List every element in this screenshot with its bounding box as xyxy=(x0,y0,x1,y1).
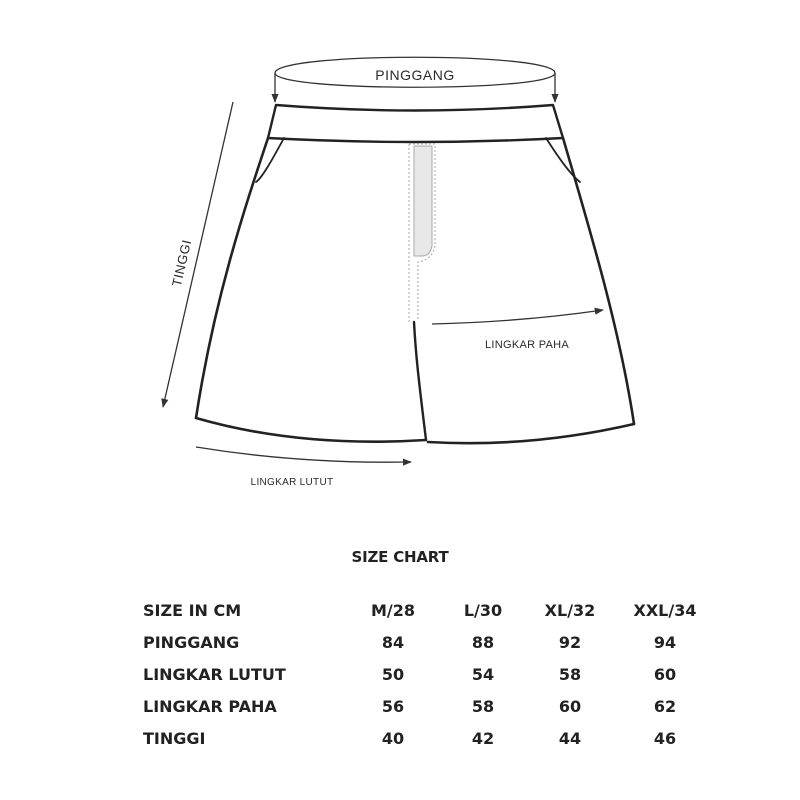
header-size-m: M/28 xyxy=(370,600,416,620)
table-cell: 40 xyxy=(381,728,405,748)
table-cell: 46 xyxy=(653,728,677,748)
size-chart-title: SIZE CHART xyxy=(351,548,449,566)
waist-label: PINGGANG xyxy=(375,67,455,83)
height-arrow xyxy=(163,102,233,407)
table-cell: 58 xyxy=(558,664,582,684)
row-label: PINGGANG xyxy=(143,632,240,652)
knee-arrow xyxy=(196,447,411,462)
table-cell: 92 xyxy=(558,632,582,652)
table-row xyxy=(143,626,715,658)
row-label: LINGKAR PAHA xyxy=(143,696,277,716)
table-row xyxy=(143,658,715,690)
size-chart-header-row xyxy=(143,594,715,626)
table-cell: 60 xyxy=(558,696,582,716)
table-row xyxy=(143,722,715,754)
table-cell: 58 xyxy=(471,696,495,716)
thigh-arrow xyxy=(432,310,603,324)
table-row xyxy=(143,690,715,722)
table-cell: 50 xyxy=(381,664,405,684)
knee-label: LINGKAR LUTUT xyxy=(250,477,334,488)
table-cell: 84 xyxy=(381,632,405,652)
table-cell: 54 xyxy=(471,664,495,684)
header-size-l: L/30 xyxy=(463,600,503,620)
table-cell: 60 xyxy=(653,664,677,684)
table-cell: 94 xyxy=(653,632,677,652)
size-chart-table xyxy=(143,594,715,754)
table-cell: 44 xyxy=(558,728,582,748)
thigh-label: LINGKAR PAHA xyxy=(484,339,570,351)
row-label: LINGKAR LUTUT xyxy=(143,664,286,684)
header-size-in-cm: SIZE IN CM xyxy=(143,600,242,620)
table-cell: 42 xyxy=(471,728,495,748)
row-label: TINGGI xyxy=(143,728,206,748)
table-cell: 62 xyxy=(653,696,677,716)
header-size-xl: XL/32 xyxy=(544,600,596,620)
height-label: TINGGI xyxy=(168,238,195,288)
header-size-xxl: XXL/34 xyxy=(633,600,697,620)
table-cell: 56 xyxy=(381,696,405,716)
fly-detail xyxy=(409,144,435,322)
table-cell: 88 xyxy=(471,632,495,652)
